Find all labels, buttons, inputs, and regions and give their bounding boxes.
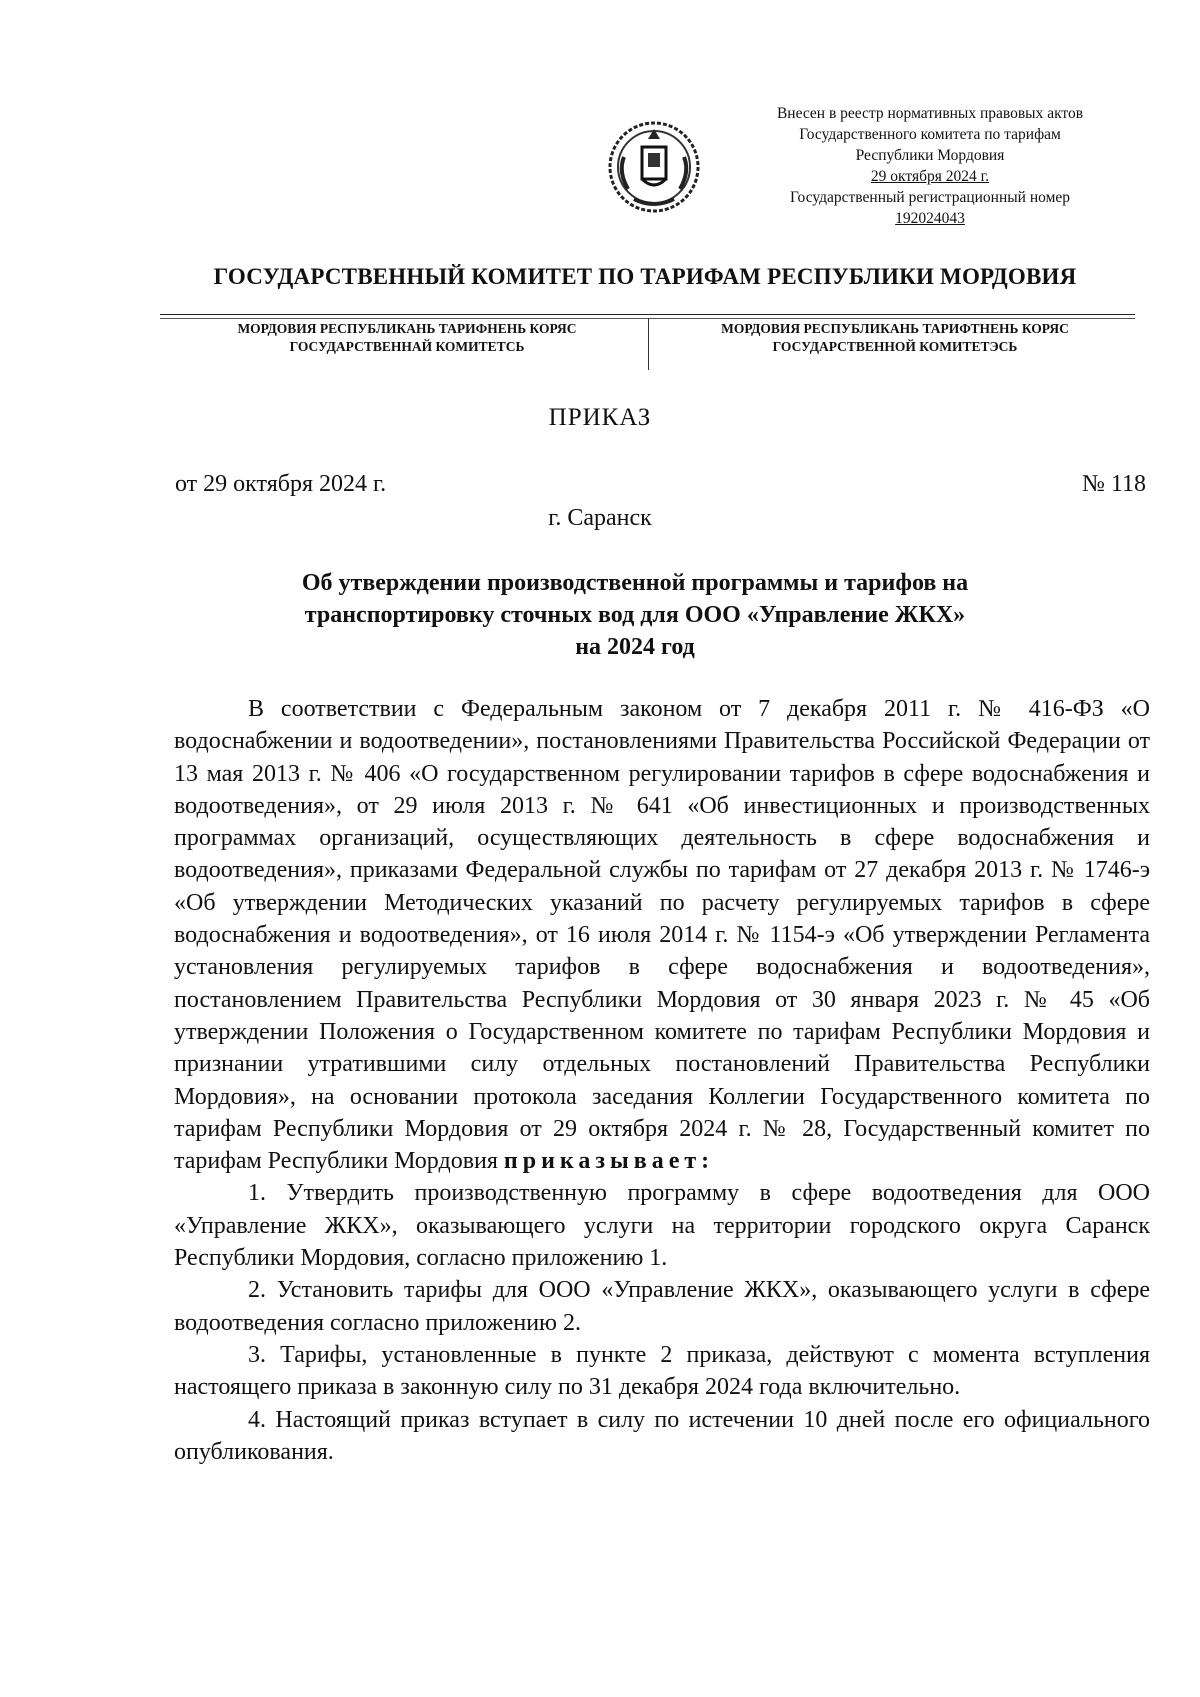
order-number: № 118 [1081, 471, 1146, 497]
order-item: 1. Утвердить производственную программу в сфере водоотведения для ООО «Управление ЖКХ», оказывающего услуги на территории городского округа Саранск Республики Мордовия, согласно приложению 1. [174, 1180, 1150, 1272]
heading-line: транспортировку сточных вод для ООО «Управление ЖКХ» [304, 602, 966, 628]
header-divider [160, 314, 1135, 315]
registry-line: Государственный регистрационный номер [789, 189, 1071, 206]
coat-of-arms-icon [604, 117, 704, 217]
document-body [174, 693, 1150, 1468]
registry-date: 29 октября 2024 г. [870, 168, 990, 185]
order-city: г. Саранск [548, 505, 652, 531]
preamble-paragraph [174, 693, 1150, 1177]
coat-of-arms-emblem [604, 117, 704, 217]
committee-name-erzya [660, 320, 1130, 356]
committee-name-line: МОРДОВИЯ РЕСПУБЛИКАНЬ ТАРИФТНЕНЬ КОРЯС [721, 321, 1069, 336]
registry-stamp [740, 103, 1120, 229]
order-item: 4. Настоящий приказ вступает в силу по истечении 10 дней после его официального опубликования. [174, 1406, 1150, 1465]
order-item: 3. Тарифы, установленные в пункте 2 приказа, действуют с момента вступления настоящего приказа в законную силу по 31 декабря 2024 года включительно. [174, 1341, 1150, 1401]
registry-line: Внесен в реестр нормативных правовых актов [776, 105, 1084, 122]
committee-name-moksha [172, 320, 642, 356]
heading-line: на 2024 год [575, 634, 695, 660]
committee-name-line: ГОСУДАРСТВЕННАЙ КОМИТЕТСЬ [289, 339, 525, 354]
committee-name-line: МОРДОВИЯ РЕСПУБЛИКАНЬ ТАРИФНЕНЬ КОРЯС [237, 321, 577, 336]
registry-number: 192024043 [895, 210, 965, 227]
document-heading [220, 567, 1050, 663]
heading-line: Об утверждении производственной программы и тарифов на [301, 570, 969, 596]
registry-line: Государственного комитета по тарифам [799, 126, 1061, 143]
committee-title: ГОСУДАРСТВЕННЫЙ КОМИТЕТ ПО ТАРИФАМ РЕСПУБЛИКИ МОРДОВИЯ [213, 264, 1077, 289]
document-type: ПРИКАЗ [548, 404, 652, 431]
registry-line: Республики Мордовия [855, 147, 1005, 164]
header-vertical-divider [648, 318, 649, 370]
order-date: от 29 октября 2024 г. [175, 471, 387, 497]
order-item: 2. Установить тарифы для ООО «Управление ЖКХ», оказывающего услуги в сфере водоотведения согласно приложению 2. [174, 1277, 1150, 1336]
orders-word: приказывает: [503, 1148, 715, 1175]
preamble-text: В соответствии с Федеральным законом от 7 декабря 2011 г. № 416-ФЗ «О водоснабжении и водоотведении», постановлениями Правительства Российской Федерации от 13 мая 2013 г. № 406 «О государственном регулировании тарифов в сфере водоснабжения и водоотведения», от 29 июля 2013 г. № 641 «Об инвестиционных и производственных программах организаций, осуществляющих деятельность в сфере водоснабжения и водоотведения», приказами Федеральной службы по тарифам от 27 декабря 2013 г. № 1746-э «Об утверждении Методических указаний по расчету регулируемых тарифов в сфере водоснабжения и водоотведения», от 16 июля 2014 г. № 1154-э «Об утверждении Регламента установления регулируемых тарифов в сфере водоснабжения и водоотведения», постановлением Правительства Республики Мордовия от 30 января 2023 г. № 45 «Об утверждении Положения о Государственном комитете по тарифам Республики Мордовия и признании утратившими силу отдельных постановлений Правительства Республики Мордовия», на основании протокола заседания Коллегии Государственного комитета по тарифам Республики Мордовия от 29 октября 2024 г. № 28, Государственный комитет по тарифам Республики Мордовия [174, 696, 1150, 1175]
committee-name-line: ГОСУДАРСТВЕННОЙ КОМИТЕТЭСЬ [772, 339, 1018, 354]
